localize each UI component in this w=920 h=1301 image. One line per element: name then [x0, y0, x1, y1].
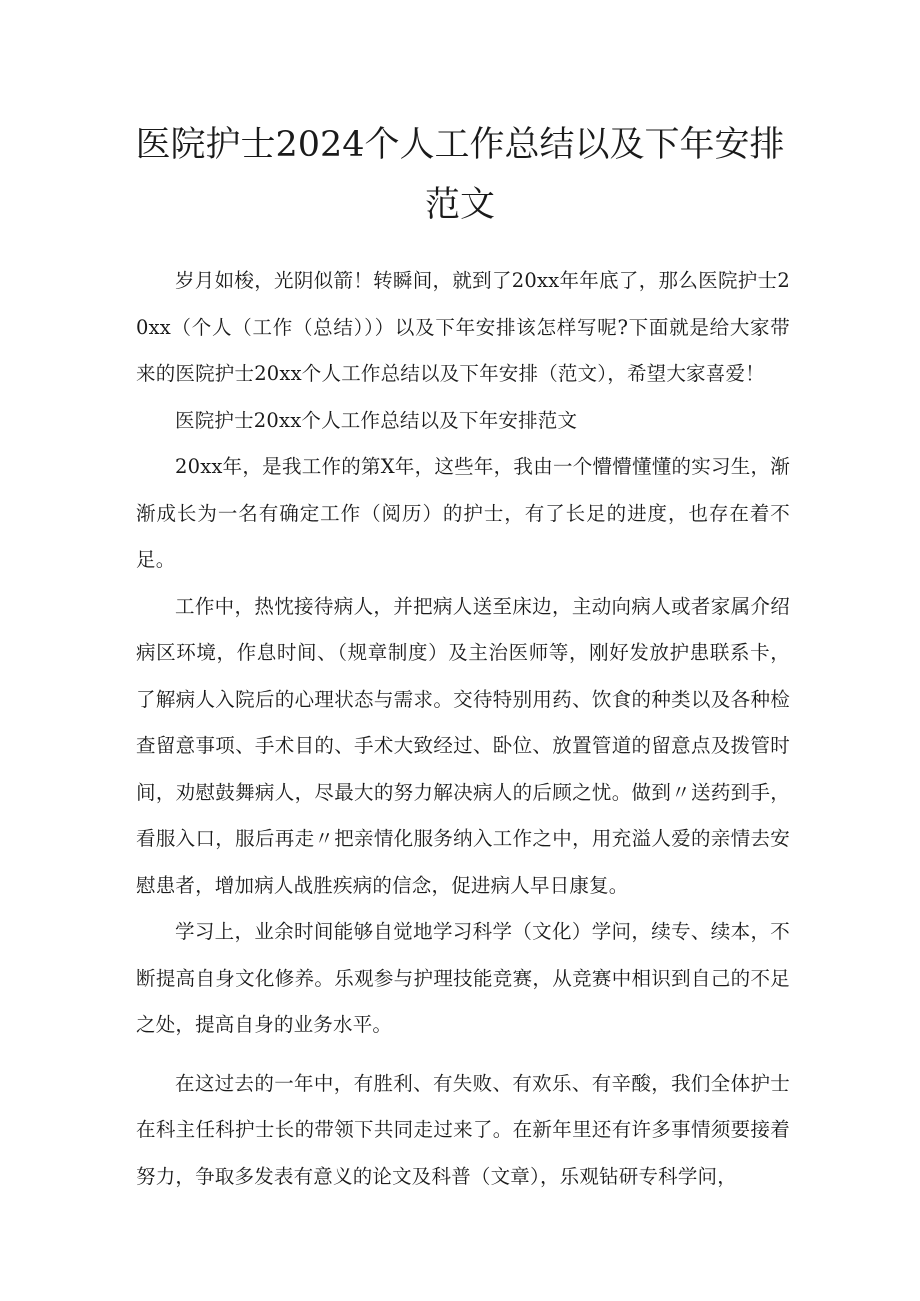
body-paragraph: 20xx年，是我工作的第X年，这些年，我由一个懵懵懂懂的实习生，渐渐成长为一名有确定工作（阅历）的护士，有了长足的进度，也存在着不足。 — [136, 455, 790, 571]
intro-paragraph: 岁月如梭，光阴似箭！转瞬间，就到了20xx年年底了，那么医院护士20xx（个人（工作（总结）））以及下年安排该怎样写呢?下面就是给大家带来的医院护士20xx个人工作总结以及下年安排（范文），希望大家喜爱！ — [136, 269, 790, 385]
document-title — [120, 115, 800, 235]
body-paragraph: 工作中，热忱接待病人，并把病人送至床边，主动向病人或者家属介绍病区环境，作息时间、（规章制度）及主治医师等，刚好发放护患联系卡，了解病人入院后的心理状态与需求。交待特别用药、饮食的种类以及各种检查留意事项、手术目的、手术大致经过、卧位、放置管道的留意点及拨管时间，劝慰鼓舞病人，尽最大的努力解决病人的后顾之忧。做到〃送药到手，看服入口，服后再走〃把亲情化服务纳入工作之中，用充溢人爱的亲情去安慰患者，增加病人战胜疾病的信念，促进病人早日康复。 — [136, 594, 790, 897]
title-line-2: 范文 — [424, 185, 495, 225]
body-paragraph: 学习上，业余时间能够自觉地学习科学（文化）学问，续专、续本，不断提高自身文化修养。乐观参与护理技能竞赛，从竞赛中相识到自己的不足之处，提高自身的业务水平。 — [136, 920, 790, 1036]
body-paragraph: 在这过去的一年中，有胜利、有失败、有欢乐、有辛酸，我们全体护士在科主任科护士长的带领下共同走过来了。在新年里还有许多事情须要接着努力，争取多发表有意义的论文及科普（文章），乐观钻研专科学问， — [136, 1071, 790, 1188]
section-heading: 医院护士20xx个人工作总结以及下年安排范文 — [175, 408, 578, 432]
title-line-1: 医院护士2024个人工作总结以及下年安排 — [135, 125, 785, 165]
document-body — [136, 258, 790, 1200]
